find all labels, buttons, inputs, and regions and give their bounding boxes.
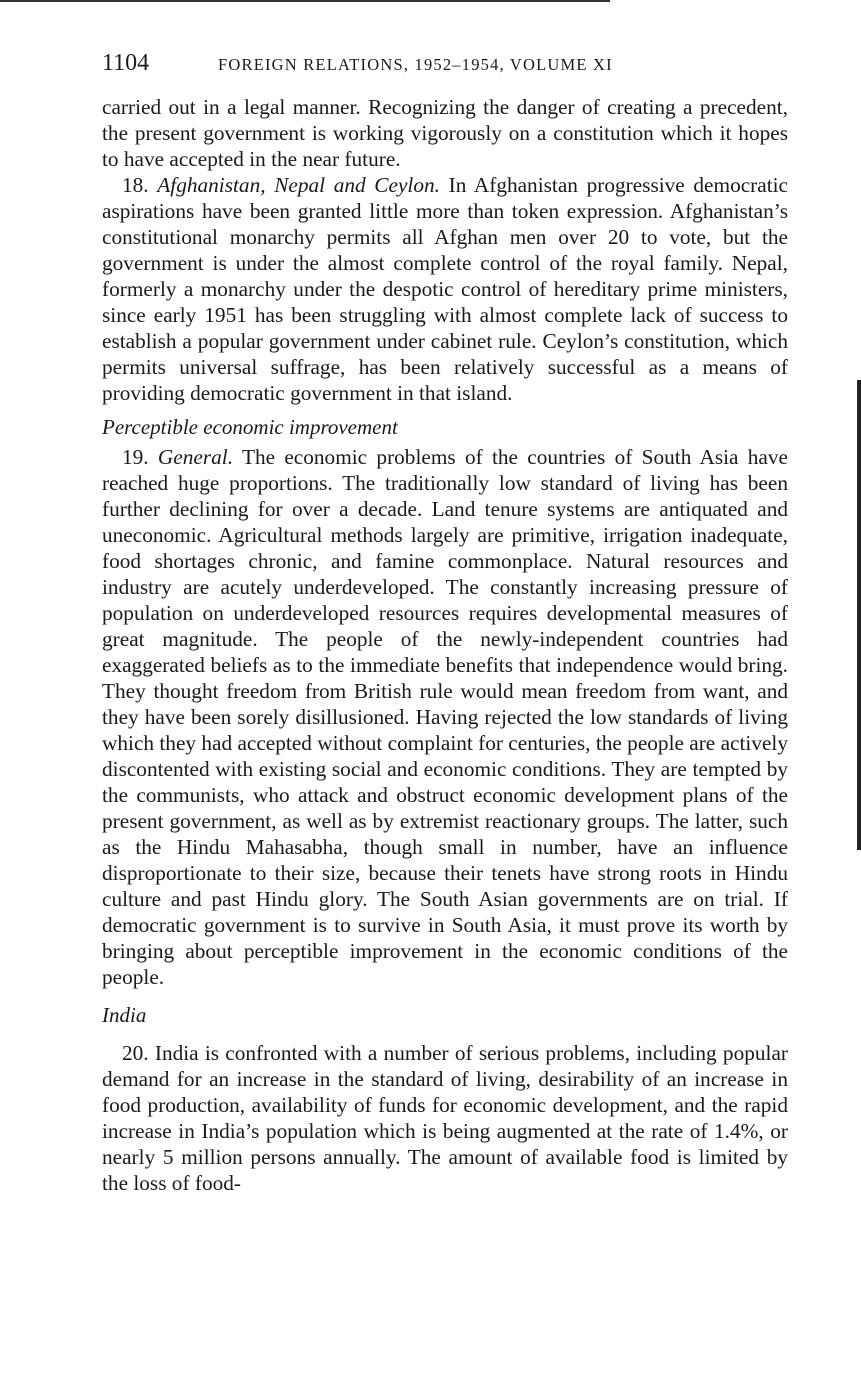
- paragraph-body: In Afghanistan progressive democratic aspirations have been granted little more than token expression. Afghanistan’s constitutional monarchy permits all Afghan men over 20 to vote, but the government is under the almost complete control of the royal family. Nepal, formerly a monarchy under the despotic control of hereditary prime ministers, since early 1951 has been struggling with almost complete lack of success to establish a popular government under cabinet rule. Ceylon’s constitution, which permits universal suffrage, has been relatively successful as a means of providing democratic government in that island.: [102, 173, 789, 405]
- paragraph-title: Afghanistan, Nepal and Ceylon.: [157, 173, 440, 197]
- paragraph-title: General.: [157, 445, 234, 469]
- paragraph-number: 18.: [122, 173, 149, 197]
- paragraph-number: 19.: [122, 445, 149, 469]
- paragraph-20: 20. India is confronted with a number of serious problems, including popular demand for an increase in the standard of living, desirability of an increase in food production, availability of funds for economic development, and the rapid increase in India’s population which is being augmented at the rate of 1.4%, or nearly 5 million persons annually. The amount of available food is limited by the loss of food-: [102, 1041, 788, 1195]
- page-header: [102, 50, 788, 94]
- section-heading-india: India: [102, 1003, 147, 1027]
- top-rule: [0, 0, 610, 2]
- paragraph-19: [102, 444, 788, 990]
- running-head: FOREIGN RELATIONS, 1952–1954, VOLUME XI: [218, 55, 613, 74]
- page-edge-shadow: [857, 380, 861, 850]
- section-heading-economic: Perceptible economic improvement: [102, 415, 398, 439]
- paragraph-18: [102, 172, 788, 406]
- page-number: 1104: [102, 50, 150, 76]
- document-page: [102, 50, 788, 1196]
- paragraph-continued: carried out in a legal manner. Recognizing the danger of creating a precedent, the present government is working vigorously on a constitution which it hopes to have accepted in the near future.: [102, 95, 788, 171]
- paragraph-body: The economic problems of the countries of South Asia have reached huge proportions. The traditionally low standard of living has been further declining for over a decade. Land tenure systems are antiquated and uneconomic. Agricultural methods largely are primitive, irrigation inadequate, food shortages chronic, and famine commonplace. Natural resources and industry are acutely underdeveloped. The constantly increasing pressure of population on underdeveloped resources requires developmental measures of great magnitude. The people of the newly-independent countries had exaggerated beliefs as to the immediate benefits that independence would bring. They thought freedom from British rule would mean freedom from want, and they have been sorely disillusioned. Having rejected the low standards of living which they had accepted without complaint for centuries, the people are actively discontented with existing social and economic conditions. They are tempted by the communists, who attack and obstruct economic development plans of the present government, as well as by extremist reactionary groups. The latter, such as the Hindu Mahasabha, though small in number, have an influence disproportionate to their size, because their tenets have strong roots in Hindu culture and past Hindu glory. The South Asian governments are on trial. If democratic government is to survive in South Asia, it must prove its worth by bringing about perceptible improvement in the economic conditions of the people.: [102, 445, 788, 989]
